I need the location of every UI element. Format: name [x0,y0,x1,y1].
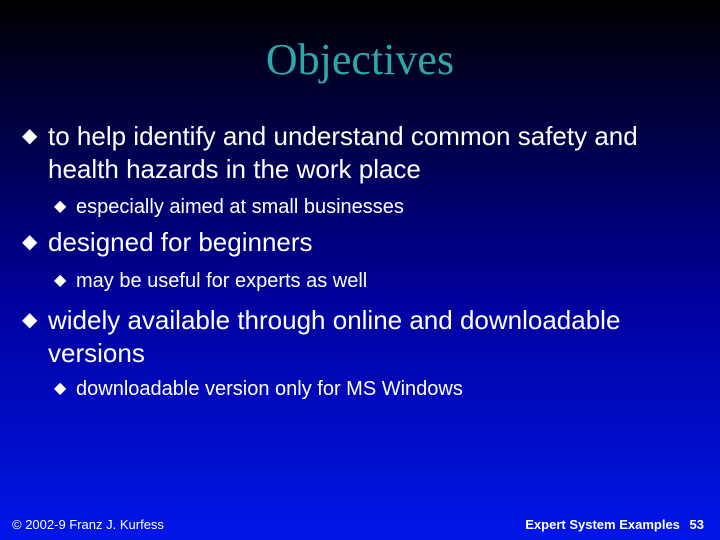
footer-copyright: © 2002-9 Franz J. Kurfess [12,517,164,532]
footer-page-number: 53 [689,517,704,532]
bullet-text: designed for beginners [48,227,313,257]
sub-bullet-text: especially aimed at small businesses [76,196,404,218]
slide-title: Objectives [265,35,455,84]
diamond-bullet-icon: ◆ [54,198,67,215]
bullet-text: widely available through online and downloadable versions [48,305,628,368]
diamond-bullet-icon: ◆ [54,272,67,289]
sub-bullet-text: downloadable version only for MS Windows [76,378,463,400]
diamond-bullet-icon: ◆ [22,309,38,331]
footer-section-page [525,517,704,533]
sub-bullet-item [54,376,694,402]
sub-bullet-item [54,268,694,294]
bullet-item [22,120,702,186]
sub-bullet-text: may be useful for experts as well [76,270,368,292]
diamond-bullet-icon: ◆ [22,231,38,253]
diamond-bullet-icon: ◆ [54,380,67,397]
footer-section: Expert System Examples [525,517,680,532]
diamond-bullet-icon: ◆ [22,125,38,147]
sub-bullet-item [54,194,694,220]
bullet-text: to help identify and understand common safety and health hazards in the work place [48,121,645,184]
bullet-item [22,304,702,370]
bullet-item [22,226,702,259]
